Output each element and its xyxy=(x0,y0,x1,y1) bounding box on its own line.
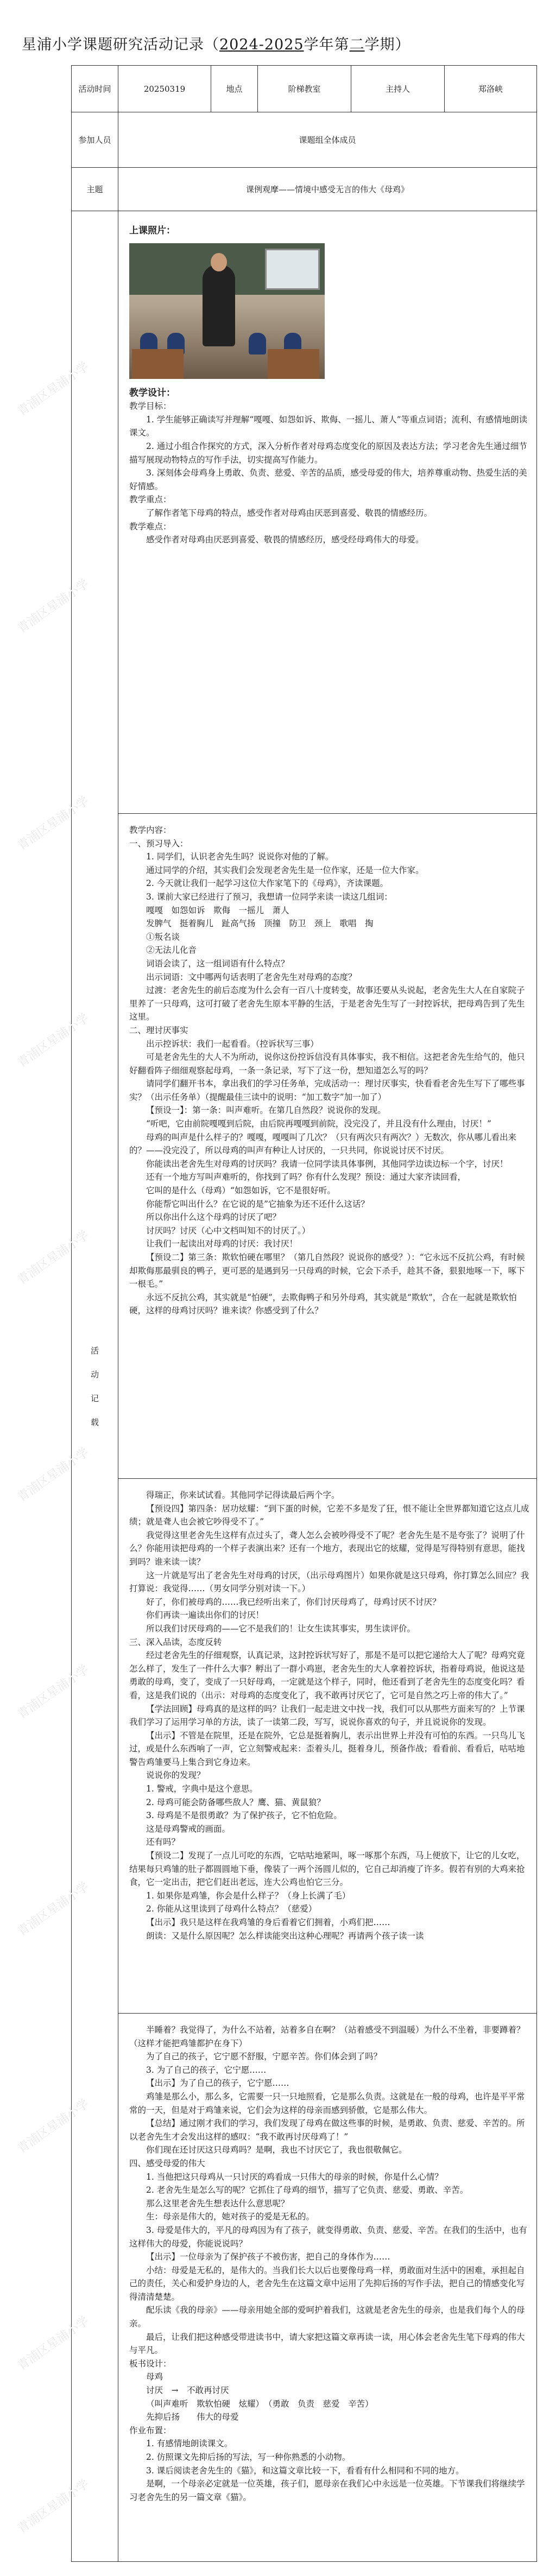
host-value: 郑洛峡 xyxy=(445,66,537,112)
watermark: 青浦区星浦小学 xyxy=(15,359,92,419)
text-line: 让我们一起读出对母鸡的讨厌：我讨厌！ xyxy=(146,1239,298,1249)
time-value: 20250319 xyxy=(118,66,211,112)
text-line: 朗读：又是什么原因呢？怎么样读能突出这种心理呢？再请两个孩子读一读 xyxy=(146,1931,424,1941)
text-line: 过渡：老舍先生的前后态度为什么会有一百八十度转变，故事还要从头说起，老舍先生大人在自家院子里养了一只母鸡，这可打破了老舍先生原本平静的生活，于是老舍先生写了一封控诉状，把母鸡告到了先生这里。 xyxy=(129,985,525,1022)
record-label-cell xyxy=(72,211,118,2562)
text-line: 母鸡的叫声是什么样子的？嘎嘎，嘎嘎叫了几次？（只有两次只有两次？）无数次，你从哪儿看出来的？——没完没了，所以母鸡的叫声有种让人讨厌的，一只共同，你说说讨厌不讨厌。 xyxy=(129,1132,517,1156)
record-row-2 xyxy=(72,814,537,1479)
watermark: 青浦区星浦小学 xyxy=(15,1228,92,1288)
watermark: 青浦区星浦小学 xyxy=(15,2097,92,2156)
text-line: 嘎嘎 如怨如诉 欺侮 一摇儿 萧人 xyxy=(146,905,289,915)
text-line: 讨厌 → 不敢再讨厌 xyxy=(146,2385,229,2396)
text-line: 先抑后扬 伟大的母爱 xyxy=(146,2412,239,2422)
people-value: 课题组全体成员 xyxy=(118,112,537,168)
text-line: 它叫的是什么（母鸡）“如怨如诉，它不是很好听。 xyxy=(146,1186,336,1196)
text-line: 教学难点： xyxy=(129,521,172,531)
text-line: 1. 同学们，认识老舍先生吗？说说你对他的了解。 xyxy=(146,852,334,862)
record-label: 活动记载 xyxy=(90,1345,99,1427)
place-value: 阶梯教室 xyxy=(258,66,351,112)
people-label: 参加人员 xyxy=(72,112,118,168)
watermark: 青浦区星浦小学 xyxy=(15,2477,92,2536)
text-line: 请同学们翻开书本，拿出我们的学习任务单，完成活动一：理讨厌事实，快看看老舍先生写下了哪些事实？（出示任务单）（提醒最佳三读中的说明：“加工数字”加一加了） xyxy=(129,1079,525,1102)
photo-heading: 上课照片： xyxy=(129,225,175,236)
text-line: 2. 老舍先生是怎么写的呢？它抓住了母鸡的细节，描写了它负责、慈爱、勇敢、辛苦。 xyxy=(146,2185,469,2195)
text-line: 【学法回顾】母鸡真的是这样的吗？让我们一起走进文中找一找，我们可以从那些方面来写的？上节课我们学习了运用学习单的方法，读了一读第二段，写写，说说你喜欢的句子，并且说说你的发现。 xyxy=(129,1704,525,1727)
text-line: 二、理讨厌事实 xyxy=(129,1025,188,1035)
watermark: 青浦区星浦小学 xyxy=(15,2314,92,2374)
text-line: “听吧，它由前院嘎嘎到后院，由后院再嘎嘎到前院，没完没了，并且没有什么理由，讨厌！” xyxy=(146,1119,491,1129)
text-line: 永远不反抗公鸡，其实就是“怕硬”，去欺侮鸭子和另外母鸡，其实就是“欺软”，合在一起就是欺软怕硬，这样的母鸡讨厌吗？谁来读？你感受到了什么？ xyxy=(129,1292,517,1316)
text-line: ②无法儿化音 xyxy=(146,945,197,955)
record-row-3 xyxy=(72,1479,537,2014)
text-line: 1. 学生能够正确读写并理解“嘎嘎、如怨如诉、欺侮、一摇儿、萧人”等重点词语；流利、有感情地朗读课文。 xyxy=(129,414,528,438)
text-line: 【预设一】：第一条：叫声难听。在第几自然段？说说你的发现。 xyxy=(146,1105,386,1116)
record-block-4 xyxy=(118,2014,537,2562)
text-line: 1. 警戒，字典中是这个意思。 xyxy=(146,1784,258,1794)
text-line: 所以我们讨厌母鸡的——它不是我们的！让女生读其事实，男生读评价。 xyxy=(146,1623,416,1634)
text-line: 你们现在还讨厌这只母鸡吗？是啊，我也不讨厌它了，我也很敬佩它。 xyxy=(146,2145,407,2155)
text-line: 发脾气 挺着胸儿 趾高气扬 顶撞 防卫 颈上 歌唱 掏 xyxy=(146,919,374,929)
text-line: 3. 母鸡是不是很勇敢？为了保护孩子，它不怕危险。 xyxy=(146,1811,342,1821)
record-block-3 xyxy=(118,1479,537,2014)
topic-value: 课例观摩——情境中感受无言的伟大《母鸡》 xyxy=(118,168,537,211)
record-row-4 xyxy=(72,2014,537,2562)
text-line: 【总结】通过刚才我们的学习，我们发现了母鸡在做这些事的时候，是勇敢、负责、慈爱、辛苦的。所以老舍先生才会发出这样的感叹：“我不敢再讨厌母鸡了！” xyxy=(129,2118,525,2142)
text-line: 词语会读了，这一组词语有什么特点？ xyxy=(146,958,289,969)
time-label: 活动时间 xyxy=(72,66,118,112)
school-year: 2024-2025 xyxy=(219,36,304,53)
text-line: 一、预习导入： xyxy=(129,838,188,849)
design-heading: 教学设计： xyxy=(129,387,175,398)
class-photo xyxy=(129,243,325,379)
text-line: 是啊，一个母亲必定就是一位英雄，孩子们，愿母亲在我们心中永远是一位英雄。下节课我们将继续学习老舍先生的另一篇文章《猫》。 xyxy=(129,2479,525,2502)
text-line: 还有吗？ xyxy=(146,1837,180,1847)
text-line: 【出示】为了自己的孩子，它宁愿…… xyxy=(146,2078,289,2088)
watermark: 青浦区星浦小学 xyxy=(15,794,92,853)
text-line: 2. 通过小组合作探究的方式，深入分析作者对母鸡态度变化的原因及表达方法；学习老舍先生通过细节描写展现动物特点的写作手法，切实提高写作能力。 xyxy=(129,441,527,465)
text-line: 1. 如果你是鸡雏，你会是什么样子？（身上长满了毛） xyxy=(146,1890,351,1901)
watermark: 青浦区星浦小学 xyxy=(15,1445,92,1505)
text-line: 【预设二】第三条：欺软怕硬在哪里？（第几自然段？说说你的感受？）：“它永远不反抗公鸡，有时候却欺侮那最驯良的鸭子，更可恶的是遇到另一只母鸡的时候，它会下杀手，趁其不备，狠狠地啄一下，啄下一根毛。” xyxy=(129,1252,525,1289)
text-line: 配乐读《我的母亲》——母亲用她全部的爱呵护着我们，这就是老舍先生的母亲，也是我们每个人的母亲。 xyxy=(129,2305,525,2329)
text-line: 母鸡 xyxy=(146,2372,163,2382)
text-line: 【预设四】第四条：居功炫耀：“到下蛋的时候，它差不多是发了狂，恨不能让全世界都知道它这点儿成绩；就是聋人也会被它吵得受不了。” xyxy=(129,1503,529,1527)
text-line: ①叛名谈 xyxy=(146,932,180,942)
text-line: 这一片就是写出了老舍先生对母鸡的讨厌，（出示母鸡图片）如果你就是这只母鸡，你打算怎么回应？我打算说：我觉得……（男女同学分别对读一下。） xyxy=(129,1570,529,1594)
text-line: 1. 有感情地朗读课文。 xyxy=(146,2439,233,2449)
record-block-1 xyxy=(118,211,537,814)
text-line: 这是母鸡警戒的画面。 xyxy=(146,1824,231,1834)
text-line: 通过同学的介绍，其实我们会发现老舍先生是一位作家，还是一位大作家。 xyxy=(146,865,424,875)
text-line: 3. 母爱是伟大的，平凡的母鸡因为有了孩子，就变得勇敢、负责、慈爱、辛苦。在我们的生活中，也有这样伟大的母爱，你能说说吗？ xyxy=(129,2225,527,2249)
text-line: 2. 今天就让我们一起学习这位大作家笔下的《母鸡》，齐读课题。 xyxy=(146,878,388,889)
block3-lines xyxy=(129,1489,530,1942)
text-line: 好了，你们被母鸡的……我已经听出来了，你们讨厌母鸡了，母鸡讨厌不讨厌？ xyxy=(146,1597,441,1607)
text-line: 教学目标： xyxy=(129,401,172,412)
page-title: 星浦小学课题研究活动记录（2024-2025学年第二学期） xyxy=(22,36,411,53)
text-line: 经过老舍先生的仔细观察，认真记录，这封控诉状写好了，那是不是可以把它递给大人了呢？母鸡究竟怎么样了，发生了一件什么大事？孵出了一群小鸡崽，老舍先生的大人拿着控诉状，指着母鸡说，他说这是勇敢的母鸡，变了，变成了一只好母鸡，一定就是这个样子，同时，他还看到了老舍先生的态度变化吗？看看，这是我们说的（出示：对母鸡的态度变化了，我不敢再讨厌它了，它可是自然之巧上帝的伟大了。” xyxy=(129,1650,525,1700)
watermark: 青浦区星浦小学 xyxy=(15,1879,92,1939)
watermark: 青浦区星浦小学 xyxy=(15,577,92,636)
text-line: 2. 仿照课文先抑后扬的写法，写一种你熟悉的小动物。 xyxy=(146,2452,351,2462)
watermark: 青浦区星浦小学 xyxy=(15,1662,92,1722)
text-line: 3. 深刻体会母鸡身上勇敢、负责、慈爱、辛苦的品质，感受母爱的伟大，培养尊重动物、热爱生活的美好情感。 xyxy=(129,468,527,491)
text-line: 为了自己的孩子，它宁愿不舒服，宁愿辛苦。你们体会到了吗？ xyxy=(146,2052,382,2062)
text-line: 作业布置： xyxy=(129,2425,172,2435)
place-label: 地点 xyxy=(211,66,258,112)
text-line: 【出示】我只是这样在我鸡雏的身后看着它们拥着，小鸡们把…… xyxy=(146,1917,390,1927)
text-line: 最后，让我们把这种感受带进读书中，请大家把这篇文章再读一读，用心体会老舍先生笔下母鸡的伟大与平凡。 xyxy=(129,2332,525,2356)
text-line: 你们再读一遍读出你们的讨厌！ xyxy=(146,1610,264,1621)
text-line: 鸡雏是那么小，那么多，它需要一只一只地照看，它是那么负责。这就是在一般的母鸡，也许是平平常常的一天，但是对于鸡雏来说，它们会为这样的母亲而感到骄傲，它是那么伟大。 xyxy=(129,2091,525,2115)
people-row xyxy=(72,112,537,168)
text-line: 3. 课后阅读老舍先生的《猫》，和这篇文章比较一下，看看有什么相同和不同的地方。 xyxy=(146,2465,464,2476)
text-line: 半睡着？我觉得了，为什么不站着，站着多自在啊？（站着感受不到温暖）为什么不坐着，非要蹲着？（这样才能把鸡雏都护在身下） xyxy=(129,2025,525,2048)
info-row xyxy=(72,66,537,112)
text-line: 还有一个地方写叫声难听的，你找到了吗？你有什么发现？预设：通过大家齐读回看， xyxy=(146,1172,466,1182)
text-line: 我觉得这里老舍先生这样有点过头了，聋人怎么会被吵得受不了呢？老舍先生是不是夸张了？说明了什么？你能用读把母鸡的一个样子表演出来？还有一个地方，表现出它的炫耀，觉得是写得特别有意思，能找到吗？谁来读一读？ xyxy=(129,1530,525,1567)
topic-row xyxy=(72,168,537,211)
record-block-2 xyxy=(118,814,537,1479)
text-line: 生：母亲是伟大的，她对孩子的爱是无私的。 xyxy=(146,2212,315,2222)
block1-lines xyxy=(129,400,530,547)
text-line: 你能读出老舍先生对母鸡的讨厌吗？我请一位同学读具体事例，其他同学边读边标一个字，讨厌！ xyxy=(146,1159,508,1169)
text-line: 2. 母鸡可能会防备哪些敌人？鹰、猫、黄鼠狼？ xyxy=(146,1797,325,1807)
term: 二 xyxy=(349,36,365,53)
text-line: 3. 为了自己的孩子，它宁愿…… xyxy=(146,2065,267,2075)
text-line: 那么这里老舍先生想表达什么意思呢？ xyxy=(146,2198,289,2208)
text-line: 感受作者对母鸡由厌恶到喜爱、敬畏的情感经历，感受经母鸡伟大的母爱。 xyxy=(146,535,424,545)
host-label: 主持人 xyxy=(351,66,445,112)
text-line: 【出示】一位母亲为了保护孩子不被伤害，把自己的身体作为…… xyxy=(146,2252,390,2262)
text-line: 得瑞正，你来试试看。其他同学记得读最后两个字。 xyxy=(146,1490,340,1500)
text-line: （叫声难听 欺软怕硬 炫耀） （勇敢 负责 慈爱 辛苦） xyxy=(146,2398,374,2409)
text-line: 出示词语：文中哪两句话表明了老舍先生对母鸡的态度？ xyxy=(146,972,357,982)
topic-label: 主题 xyxy=(72,168,118,211)
block4-lines xyxy=(129,2023,530,2504)
text-line: 了解作者笔下母鸡的特点，感受作者对母鸡由厌恶到喜爱、敬畏的情感经历。 xyxy=(146,508,433,518)
activity-record-table xyxy=(71,65,537,2562)
text-line: 【预设二】发现了一点儿可吃的东西，它咕咕地紧叫，啄一啄那个东西，马上便放下，让它的儿女吃，结果每只鸡雏的肚子都圆圆地下垂，像装了一两个汤圆儿似的，它自己却消瘦了许多。假若有别的大鸡来抢食，它一定出击，把它们赶出老远，连大公鸡也怕它三分。 xyxy=(129,1851,525,1888)
text-line: 1. 当他把这只母鸡从一只讨厌的鸡看成一只伟大的母亲的时候，你是什么心情？ xyxy=(146,2172,443,2182)
text-line: 2. 你能从这里读到了母鸡什么特点？（慈爱） xyxy=(146,1904,317,1914)
text-line: 教学重点： xyxy=(129,495,172,505)
text-line: 三、深入品读，态度反转 xyxy=(129,1637,222,1647)
text-line: 小结：母爱是无私的，是伟大的。当我们长大以后也要像母鸡一样，勇敢面对生活中的困难，承担起自己的责任，关心和爱护身边的人，老舍先生在这篇文章中运用了先抑后扬的写作手法，把自己的情感变化写得清清楚楚。 xyxy=(129,2265,525,2302)
text-line: 你能帮它叫出什么？在它说的是”它抽象为还不还什么这话？ xyxy=(146,1199,369,1209)
text-line: 教学内容： xyxy=(129,825,172,835)
text-line: 出示控诉状：我们一起看看。（控诉状写三事） xyxy=(146,1039,319,1049)
record-row-1 xyxy=(72,211,537,814)
text-line: 可是老舍先生的大人不为所动，说你这份控诉信没有具体事实，我不相信。这把老舍先生给气的，他只好翻看阵子细细观察起母鸡，一条一条记录，写下了这一份，想知道怎么写的吗？ xyxy=(129,1052,525,1075)
text-line: 3. 课前大家已经进行了预习，我想请一位同学来读一读这几组词： xyxy=(146,891,393,902)
text-line: 四、感受母爱的伟大 xyxy=(129,2158,205,2168)
text-line: 说说你的发现？ xyxy=(146,1770,205,1781)
block2-lines xyxy=(129,824,530,1318)
text-line: 讨厌吗？讨厌（心中文档叫知不的讨厌了。） xyxy=(146,1225,311,1236)
text-line: 所以你出什么这个母鸡的讨厌了吧？ xyxy=(146,1212,281,1223)
text-line: 板书设计： xyxy=(129,2358,172,2369)
text-line: 【出示】不管是在院里，还是在院外，它总是挺着胸儿，表示出世界上并没有可怕的东西。一只鸟儿飞过，或是什么东西响了一声，它立刻警戒起来：歪着头儿，挺着身儿，预备作战；看看前、看看后，咕咕地警告鸡雏要马上集合到它身边来。 xyxy=(129,1730,525,1767)
watermark: 青浦区星浦小学 xyxy=(15,1011,92,1071)
